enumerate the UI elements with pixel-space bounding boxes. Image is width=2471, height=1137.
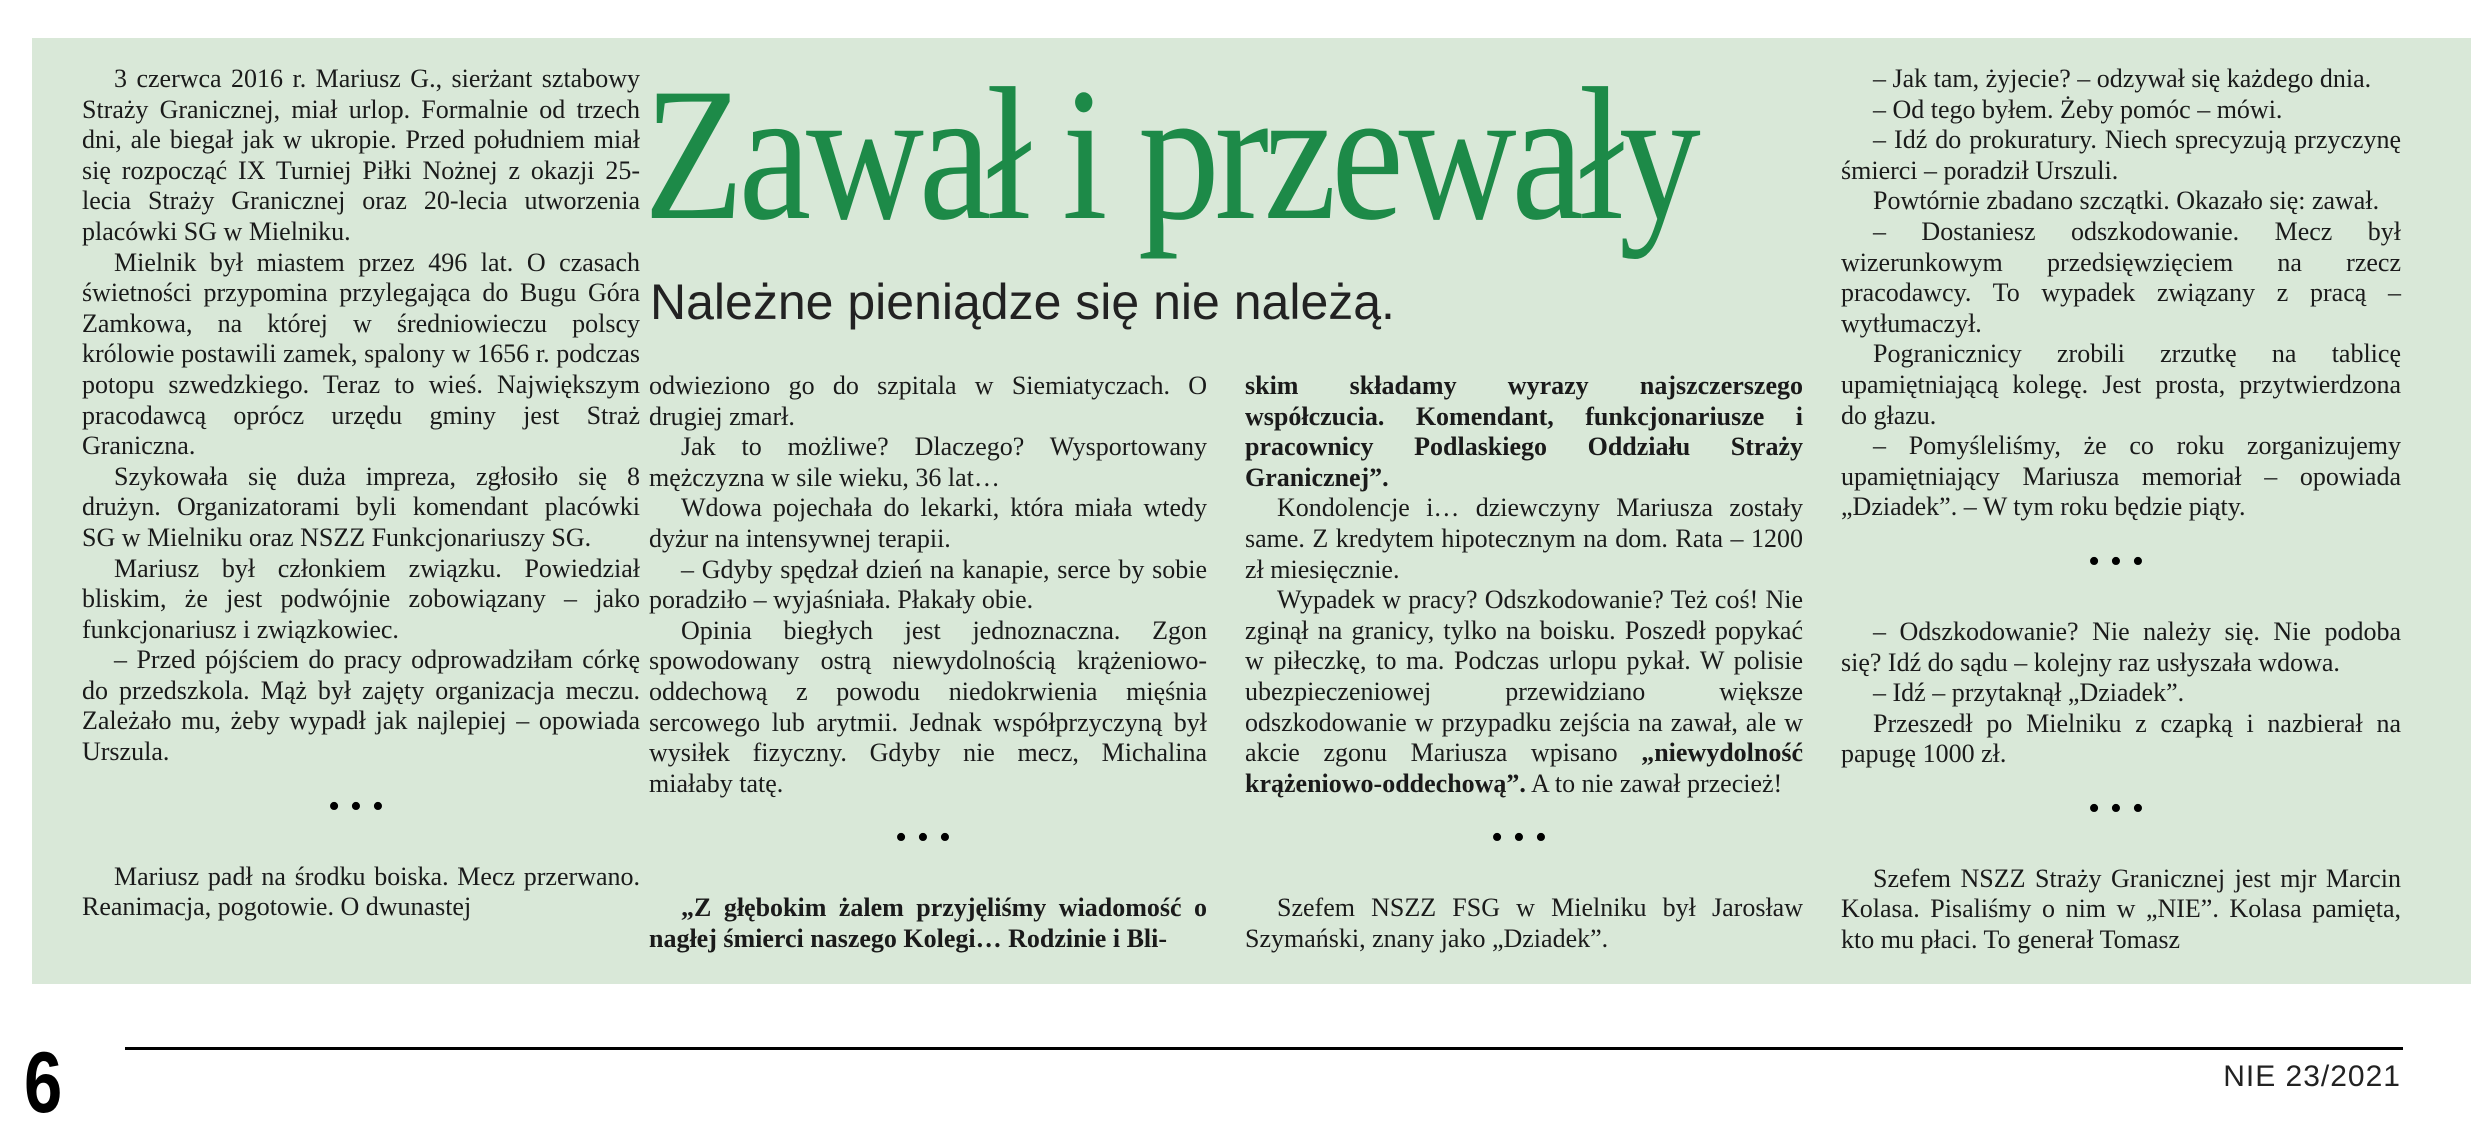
paragraph: – Dostaniesz odszkodowanie. Mecz był wizerunkowym przedsięwzięciem na rzecz pracodawcy. To wypadek związany z pracą – wytłumaczył.: [1841, 216, 2401, 338]
section-separator: •••: [895, 819, 961, 857]
section-separator: •••: [1491, 819, 1557, 857]
paragraph: – Idź – przytaknął „Dziadek”.: [1873, 678, 2185, 708]
paragraph: – Przed pójściem do pracy odprowadziłam córkę do przedszkola. Mąż był zajęty organizacja meczu. Zależało mu, żeby wypadł jak najlepiej – opowiada Urszula.: [82, 645, 640, 767]
article-subheadline: Należne pieniądze się nie należą.: [650, 274, 1395, 330]
paragraph: – Pomyśleliśmy, że co roku zorganizujemy upamiętniający Mariusza memoriał – opowiada „Dziadek”. – W tym roku będzie piąty.: [1841, 431, 2401, 522]
issue-label: NIE 23/2021: [2223, 1060, 2401, 1093]
paragraph: – Odszkodowanie? Nie należy się. Nie podoba się? Idź do sądu – kolejny raz usłyszała wdowa.: [1841, 616, 2401, 677]
section-separator: •••: [2088, 789, 2154, 827]
paragraph: Jak to możliwe? Dlaczego? Wysportowany mężczyzna w sile wieku, 36 lat…: [649, 432, 1207, 492]
paragraph: Kondolencje i… dziewczyny Mariusza zostały same. Z kredytem hipotecznym na dom. Rata – 1200 zł miesięcznie.: [1245, 493, 1803, 584]
condolence-quote: „Z głębokim żalem przyjęliśmy wiadomość o nagłej śmierci naszego Kolegi… Rodzinie i Bli-: [649, 893, 1207, 953]
paragraph: Pogranicznicy zrobili zrzutkę na tablicę upamiętniającą kolegę. Jest prosta, przytwierdzona do głazu.: [1841, 339, 2401, 430]
paragraph: 3 czerwca 2016 r. Mariusz G., sierżant sztabowy Straży Granicznej, miał urlop. Formalnie od trzech dni, ale biegał jak w ukropie. Przed południem miał się rozpocząć IX Turniej Piłki Nożnej z okazji 25-lecia Straży Granicznej oraz 20-lecia utworzenia placówki SG w Mielniku.: [82, 64, 640, 246]
article-column-4: [1841, 64, 2401, 956]
article-column-1: [82, 64, 640, 923]
condolence-quote-continued: skim składamy wyrazy najszczerszego współczucia. Komendant, funkcjonariusze i pracownicy Podlaskiego Oddziału Straży Granicznej”.: [1245, 371, 1803, 492]
section-separator: •••: [328, 787, 394, 825]
emphasized-phrase: „niewydolność krążeniowo-oddechową”.: [1245, 738, 1803, 798]
paragraph: Szefem NSZZ FSG w Mielniku był Jarosław Szymański, znany jako „Dziadek”.: [1245, 893, 1803, 953]
paragraph: – Jak tam, żyjecie? – odzywał się każdego dnia.: [1873, 64, 2372, 93]
footer-rule: [125, 1047, 2403, 1050]
paragraph: Szykowała się duża impreza, zgłosiło się 8 drużyn. Organizatorami byli komendant placówki SG w Mielniku oraz NSZZ Funkcjonariuszy SG.: [82, 461, 640, 552]
paragraph: Powtórnie zbadano szczątki. Okazało się: zawał.: [1873, 186, 2380, 216]
paragraph: Opinia biegłych jest jednoznaczna. Zgon spowodowany ostrą niewydolnością krążeniowo-oddechową z powodu niedokrwienia mięśnia sercowego lub arytmii. Jednak współprzyczyną był wysiłek fizyczny. Gdyby nie mecz, Michalina miałaby tatę.: [649, 615, 1207, 798]
paragraph-text: Wypadek w pracy? Odszkodowanie? Też coś! Nie zginął na granicy, tylko na boisku. Poszedł popykać w piłeczkę, to ma. Podczas urlopu pykał. W polisie ubezpieczeniowej przewidziano większe odszkodowanie w przypadku zejścia na zawał, ale w akcie zgonu Mariusza wpisano: [1245, 585, 1803, 768]
paragraph: Przeszedł po Mielniku z czapką i nazbierał na papugę 1000 zł.: [1841, 708, 2401, 769]
paragraph: – Gdyby spędzał dzień na kanapie, serce by sobie poradziło – wyjaśniała. Płakały obie.: [649, 554, 1207, 615]
article-panel: [32, 38, 2471, 984]
paragraph: Mariusz był członkiem związku. Powiedział bliskim, że jest podwójnie zobowiązany – jako funkcjonariusz i związkowiec.: [82, 553, 640, 644]
paragraph: Szefem NSZZ Straży Granicznej jest mjr Marcin Kolasa. Pisaliśmy o nim w „NIE”. Kolasa pamięta, kto mu płaci. To generał Tomasz: [1841, 863, 2401, 955]
article-column-3: [1245, 371, 1803, 955]
paragraph: Wdowa pojechała do lekarki, która miała wtedy dyżur na intensywnej terapii.: [649, 493, 1207, 553]
paragraph-text: A to nie zawał przecież!: [1525, 768, 1783, 798]
article-column-2: [649, 371, 1207, 955]
paragraph: Mariusz padł na środku boiska. Mecz przerwano. Reanimacja, pogotowie. O dwunastej: [82, 861, 640, 922]
section-separator: •••: [2088, 542, 2154, 580]
paragraph: [1245, 585, 1803, 799]
paragraph: – Od tego byłem. Żeby pomóc – mówi.: [1873, 94, 2283, 124]
article-headline: Zawał i przewały: [644, 50, 1696, 260]
paragraph: Mielnik był miastem przez 496 lat. O czasach świetności przypomina przylegająca do Bugu Góra Zamkowa, na której w średniowieczu polscy królowie postawili zamek, spalony w 1656 r. podczas potopu szwedzkiego. Teraz to wieś. Największym pracodawcą oprócz urzędu gminy jest Straż Graniczna.: [82, 247, 640, 461]
page-number: 6: [24, 1035, 63, 1131]
paragraph: – Idź do prokuratury. Niech sprecyzują przyczynę śmierci – poradził Urszuli.: [1841, 125, 2401, 185]
paragraph: odwieziono go do szpitala w Siemiatyczach. O drugiej zmarł.: [649, 371, 1207, 431]
